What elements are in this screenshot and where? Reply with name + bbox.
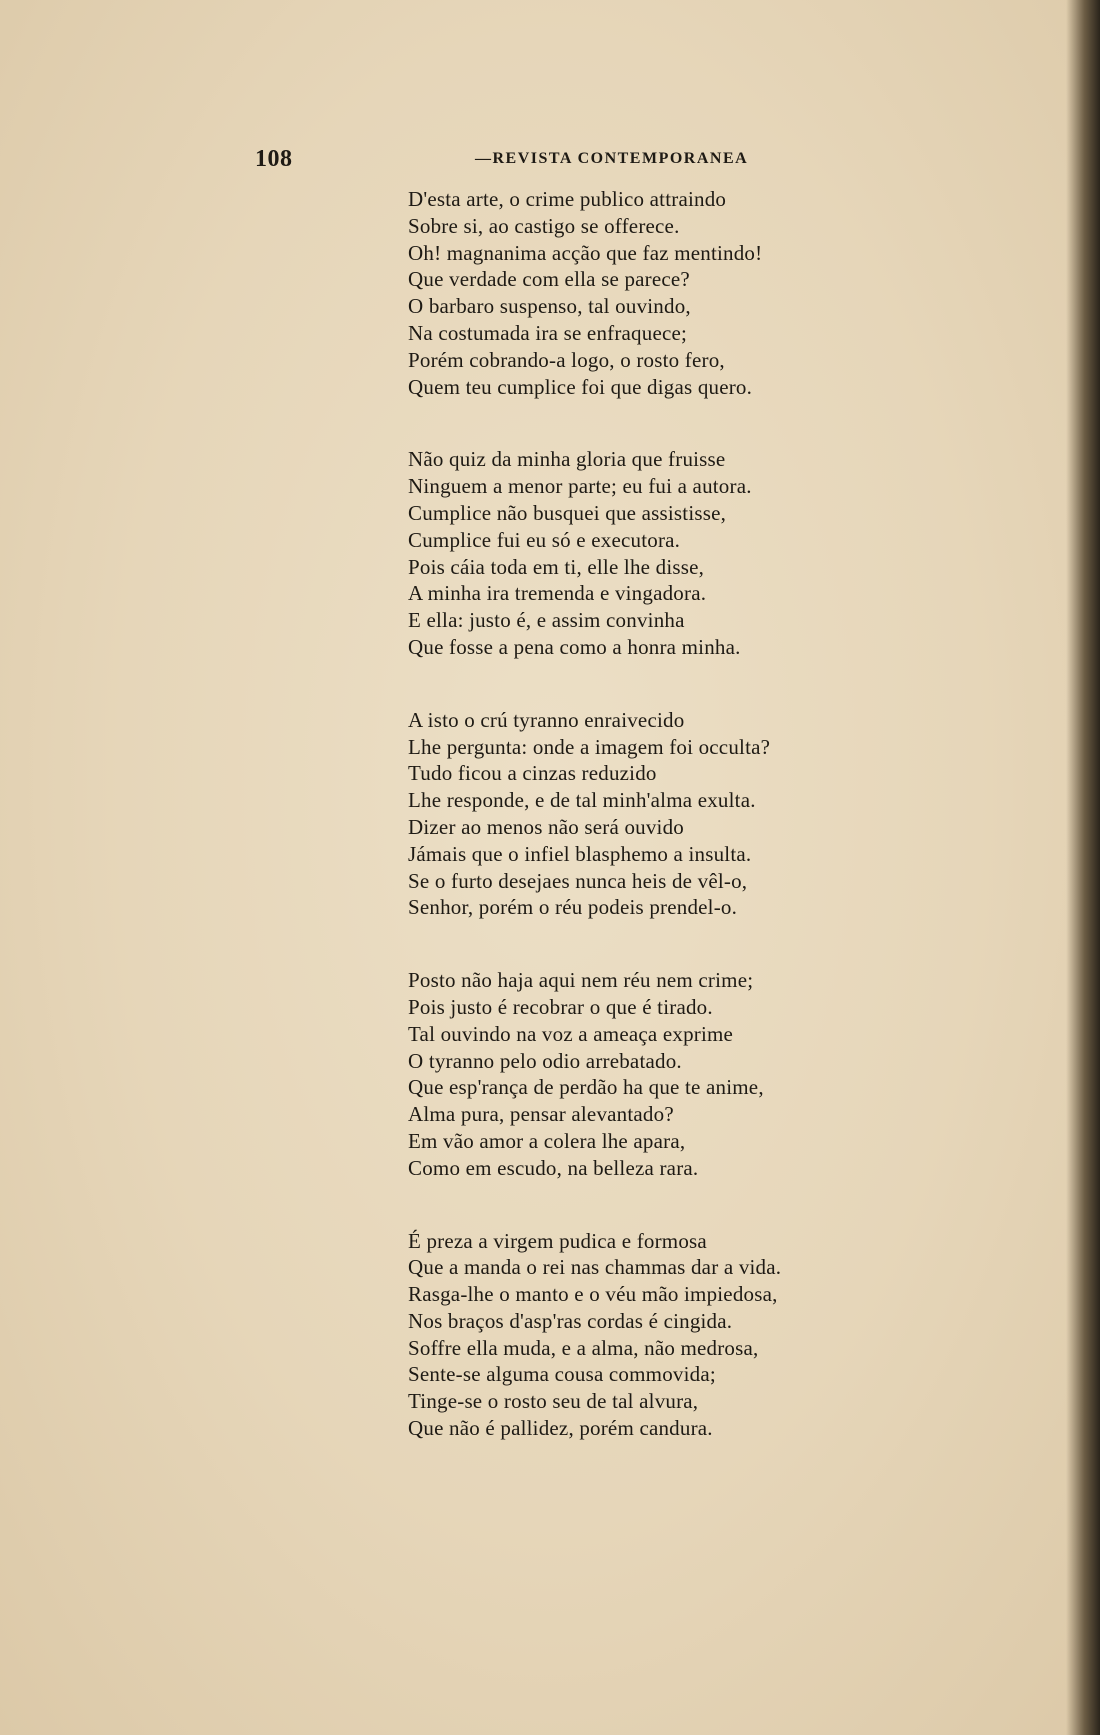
verse-line: Pois cáia toda em ti, elle lhe disse,: [408, 554, 705, 579]
verse-line: Soffre ella muda, e a alma, não medrosa,: [408, 1335, 759, 1360]
verse-line: Rasga-lhe o manto e o véu mão impiedosa,: [408, 1282, 778, 1307]
verse-line: Posto não haja aqui nem réu nem crime;: [408, 968, 754, 993]
verse-line: É preza a virgem pudica e formosa: [408, 1228, 707, 1253]
verse-line: E ella: justo é, e assim convinha: [408, 608, 685, 633]
verse-line: Sente-se alguma cousa commovida;: [408, 1362, 716, 1387]
verse-line: Na costumada ira se enfraquece;: [408, 320, 688, 345]
verse-line: Tinge-se o rosto seu de tal alvura,: [408, 1389, 699, 1414]
page-number: 108: [255, 146, 293, 172]
verse-line: O tyranno pelo odio arrebatado.: [408, 1048, 682, 1073]
verse-line: Dizer ao menos não será ouvido: [408, 814, 684, 839]
verse-line: Tal ouvindo na voz a ameaça exprime: [408, 1021, 734, 1046]
stanza: [408, 707, 868, 921]
verse-line: Que verdade com ella se parece?: [408, 267, 690, 292]
verse-line: D'esta arte, o crime publico attraindo: [408, 187, 727, 211]
verse-line: Nos braços d'asp'ras cordas é cingida.: [408, 1308, 733, 1333]
verse-line: Se o furto desejaes nunca heis de vêl-o,: [408, 868, 748, 893]
running-title: —REVISTA CONTEMPORANEA: [475, 150, 749, 167]
verse-line: O barbaro suspenso, tal ouvindo,: [408, 294, 691, 319]
stanza: [408, 446, 868, 660]
stanza: [408, 967, 868, 1181]
verse-line: Lhe responde, e de tal minh'alma exulta.: [408, 788, 756, 813]
verse-line: Lhe pergunta: onde a imagem foi occulta?: [408, 734, 771, 759]
verse-line: Não quiz da minha gloria que fruisse: [408, 447, 726, 472]
verse-line: Cumplice fui eu só e executora.: [408, 527, 681, 552]
verse-line: Porém cobrando-a logo, o rosto fero,: [408, 347, 725, 372]
poem: [408, 186, 868, 1488]
page-header: [255, 146, 815, 172]
verse-line: Como em escudo, na belleza rara.: [408, 1155, 699, 1180]
verse-line: Em vão amor a colera lhe apara,: [408, 1128, 686, 1153]
verse-line: A isto o crú tyranno enraivecido: [408, 707, 685, 732]
verse-line: Cumplice não busquei que assistisse,: [408, 500, 727, 525]
verse-line: Que esp'rança de perdão ha que te anime,: [408, 1075, 764, 1100]
verse-line: Tudo ficou a cinzas reduzido: [408, 761, 657, 786]
verse-line: Que fosse a pena como a honra minha.: [408, 634, 741, 659]
verse-line: Sobre si, ao castigo se offerece.: [408, 213, 680, 238]
verse-line: Jámais que o infiel blasphemo a insulta.: [408, 841, 752, 866]
verse-line: Quem teu cumplice foi que digas quero.: [408, 374, 753, 399]
stanza: [408, 1228, 868, 1442]
stanza: [408, 186, 868, 400]
verse-line: Ninguem a menor parte; eu fui a autora.: [408, 474, 752, 499]
page-gutter-shadow: [1066, 0, 1100, 1735]
verse-line: A minha ira tremenda e vingadora.: [408, 581, 707, 606]
verse-line: Senhor, porém o réu podeis prendel-o.: [408, 895, 738, 920]
verse-line: Que a manda o rei nas chammas dar a vida.: [408, 1255, 782, 1280]
verse-line: Que não é pallidez, porém candura.: [408, 1416, 713, 1441]
verse-line: Oh! magnanima acção que faz mentindo!: [408, 240, 763, 265]
verse-line: Pois justo é recobrar o que é tirado.: [408, 994, 713, 1019]
verse-line: Alma pura, pensar alevantado?: [408, 1102, 674, 1127]
